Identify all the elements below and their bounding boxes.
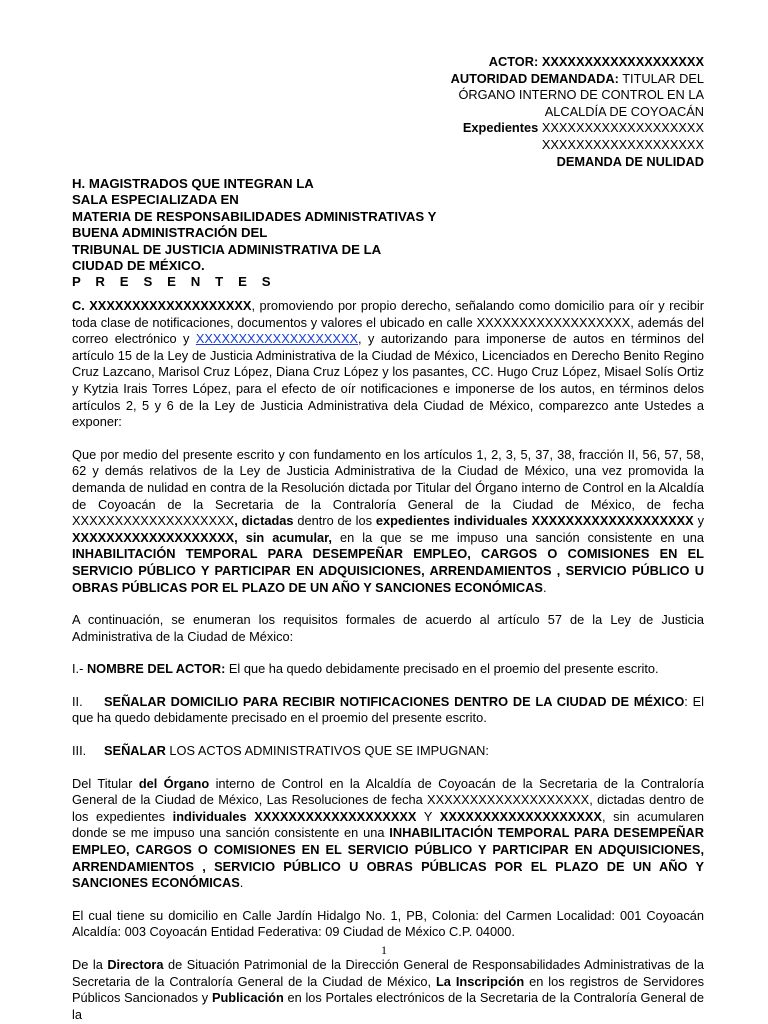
requirement-number: II. — [72, 693, 83, 709]
case-header — [451, 54, 704, 170]
actor-name: C. XXXXXXXXXXXXXXXXXXX — [72, 298, 252, 313]
actor-value: XXXXXXXXXXXXXXXXXXX — [541, 54, 704, 69]
expediente-1: XXXXXXXXXXXXXXXXXXX — [541, 120, 704, 136]
intro-paragraph — [72, 298, 704, 431]
requirement-2 — [72, 694, 704, 727]
petition-text: dentro de los — [293, 513, 376, 529]
intro-text: , promoviendo por propio derecho, señalando como domicilio para oír y recibir toda clase de notificaciones, documentos y valores el ubicado en calle XXXXXXXXXXXXXXXXXX, además del correo electrónico y — [72, 298, 705, 347]
presentes-heading: P R E S E N T E S — [72, 274, 277, 290]
petition-paragraph — [72, 447, 704, 596]
addressee-line: H. MAGISTRADOS QUE INTEGRAN LA — [72, 176, 314, 191]
addressee-block — [72, 176, 472, 291]
authority-value-1: TITULAR DEL — [622, 70, 704, 86]
sanction-text: INHABILITACIÓN TEMPORAL PARA DESEMPEÑAR EMPLEO, CARGOS O COMISIONES EN EL SERVICIO PÚBLICO Y PARTICIPAR EN ADQUISICIONES, ARRENDAMIENTOS , SERVICIO PÚBLICO U OBRAS PÚBLICAS POR EL PLAZO DE UN AÑO Y SANCIONES ECONÓMICAS — [72, 825, 704, 891]
petition-bold: XXXXXXXXXXXXXXXXXXX, sin acumular, — [72, 529, 332, 545]
actor-label: ACTOR: — [488, 54, 539, 69]
directora-text: en los Portales electrónicos de la Secretaria de la Contraloría General de la — [72, 990, 705, 1022]
requirement-label: SEÑALAR DOMICILIO PARA RECIBIR NOTIFICACIONES DENTRO DE LA CIUDAD DE MÉXICO — [104, 693, 685, 709]
directora-text: en los registros de Servidores Públicos Sancionados y — [72, 973, 704, 1006]
address-paragraph: El cual tiene su domicilio en Calle Jardín Hidalgo No. 1, PB, Colonia: del Carmen Localidad: 001 Coyoacán Alcaldía: 003 Coyoacán Entidad Federativa: 09 Ciudad de México C.P. 04000. — [72, 907, 704, 940]
sanction-text: INHABILITACIÓN TEMPORAL PARA DESEMPEÑAR EMPLEO, CARGOS O COMISIONES EN EL SERVICIO PÚBLICO Y PARTICIPAR EN ADQUISICIONES, ARRENDAMIENTOS , SERVICIO PÚBLICO U OBRAS PÚBLICAS POR EL PLAZO DE UN AÑO Y SANCIONES ECONÓMICAS — [72, 546, 704, 595]
document-type: DEMANDA DE NULIDAD — [556, 153, 704, 169]
intro-text-continued: , y autorizando para imponerse de autos en términos del artículo 15 de la Ley de Justicia Administrativa de la Ciudad de México, Licenciados en Derecho Benito Regino Cruz Lazcano, Marisol Cruz López, Diana Cruz López y los pasantes, CC. Hugo Cruz López, Misael Solís Ortiz y Kytzia Irais Torres López, para el efecto de oír notificaciones e imponerse de los autos, en términos delos artículos 2, 5 y 6 de la Ley de Justicia Administrativa dela Ciudad de México, comparezco ante Ustedes a exponer: — [72, 331, 704, 430]
requirements-intro: A continuación, se enumeran los requisitos formales de acuerdo al artículo 57 de la Ley de Justicia Administrativa de la Ciudad de México: — [72, 612, 704, 644]
petition-bold: , dictadas — [234, 513, 294, 529]
directora-bold: La Inscripción — [435, 973, 525, 989]
petition-text: . — [542, 579, 547, 595]
petition-text: y — [693, 513, 704, 529]
requirement-label: NOMBRE DEL ACTOR: — [86, 661, 226, 677]
acts-bold: individuales XXXXXXXXXXXXXXXXXXX — [172, 808, 417, 824]
acts-text: Y — [416, 808, 440, 824]
requirement-number: III. — [72, 743, 87, 759]
document-body — [72, 298, 704, 1024]
authority-line — [451, 71, 704, 88]
directora-bold: Publicación — [211, 990, 284, 1006]
petition-text: en la que se me impuso una sanción consistente en una — [332, 529, 705, 545]
requirement-text: : El que ha quedo debidamente precisado en el proemio del presente escrito. — [72, 693, 704, 726]
expedientes-label: Expedientes — [462, 120, 539, 136]
petition-text: Que por medio del presente escrito y con fundamento en los artículos 1, 2, 3, 5, 37, 38, fracción II, 56, 57, 58, 62 y demás relativos de la Ley de Justicia Administrativa de la Ciudad de México, una vez promovida la demanda de nulidad en contra de la Resolución dictada por Titular del Órgano interno de Control en la Alcaldía de Coyoacán de la Secretaria de la Contraloría General de la Ciudad de México, de fecha XXXXXXXXXXXXXXXXXXX — [72, 446, 704, 529]
requirement-text: LOS ACTOS ADMINISTRATIVOS QUE SE IMPUGNAN: — [165, 743, 489, 759]
directora-bold: Directora — [107, 957, 164, 972]
authority-value-3: ALCALDÍA DE COYOACÁN — [544, 103, 704, 119]
directora-text: De la — [72, 957, 108, 972]
addressee-line: MATERIA DE RESPONSABILIDADES ADMINISTRATIVAS Y — [72, 208, 437, 224]
addressee-line: SALA ESPECIALIZADA EN — [72, 192, 239, 208]
acts-text: interno de Control en la Alcaldía de Coyoacán de la Secretaria de la Contraloría General de la Ciudad de México, Las Resoluciones de fecha XXXXXXXXXXXXXXXXXXX, dictadas dentro de los expedientes — [72, 775, 704, 824]
requirement-3 — [72, 743, 704, 760]
requirement-1 — [72, 661, 704, 678]
requirement-label: SEÑALAR — [104, 743, 166, 759]
expedientes-line — [451, 120, 704, 137]
email-link[interactable]: XXXXXXXXXXXXXXXXXXX — [195, 331, 359, 347]
petition-bold: expedientes individuales XXXXXXXXXXXXXXXXXXX — [375, 513, 694, 529]
page-number: 1 — [381, 943, 387, 957]
acts-paragraph — [72, 776, 704, 892]
actor-line — [451, 54, 704, 71]
acts-bold: XXXXXXXXXXXXXXXXXXX — [439, 808, 602, 824]
addressee-line: CIUDAD DE MÉXICO. — [72, 258, 205, 274]
requirement-text: El que ha quedo debidamente precisado en el proemio del presente escrito. — [225, 661, 659, 677]
authority-label: AUTORIDAD DEMANDADA: — [450, 70, 619, 86]
requirement-number: I.- — [72, 661, 87, 677]
acts-text: . — [239, 875, 244, 891]
directora-text: de Situación Patrimonial de la Dirección General de Responsabilidades Administrativas de la Secretaria de la Contraloría General de la Ciudad de México, — [72, 957, 704, 989]
acts-text: Del Titular — [72, 775, 139, 791]
addressee-line: TRIBUNAL DE JUSTICIA ADMINISTRATIVA DE LA — [72, 241, 382, 257]
directora-paragraph — [72, 957, 704, 1023]
acts-text: , sin acumularen donde se me impuso una sanción consistente en una — [72, 808, 705, 841]
authority-value-2: ÓRGANO INTERNO DE CONTROL EN LA — [458, 87, 704, 103]
expediente-2: XXXXXXXXXXXXXXXXXXX — [541, 136, 704, 152]
addressee-line: BUENA ADMINISTRACIÓN DEL — [72, 225, 268, 241]
acts-bold: del Órgano — [138, 775, 210, 791]
